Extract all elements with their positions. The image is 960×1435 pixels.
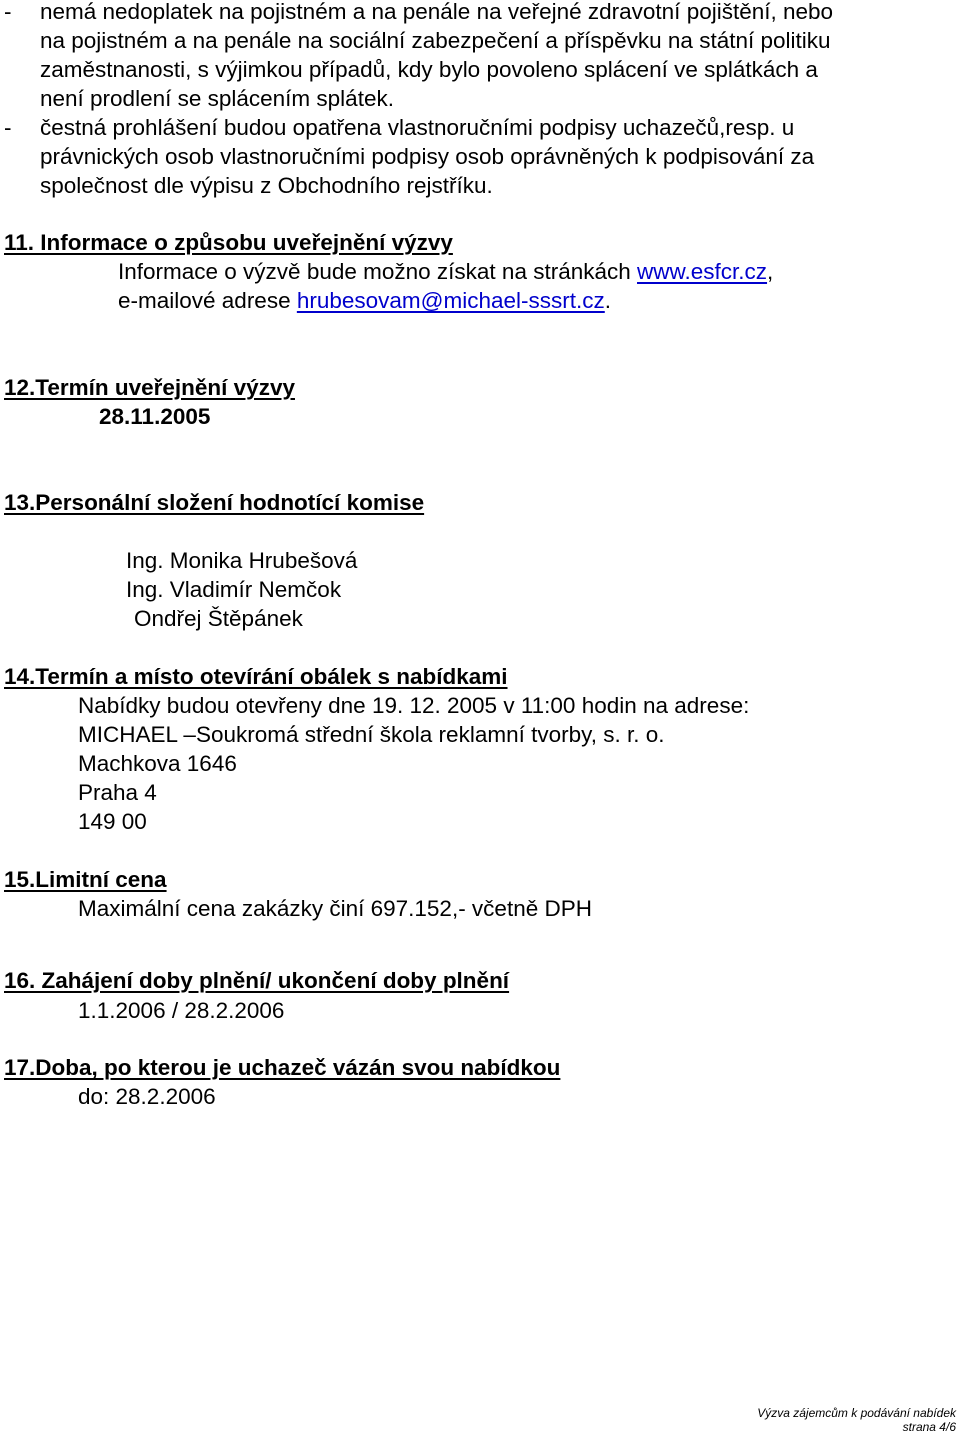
bullet-line: společnost dle výpisu z Obchodního rejstříku.	[40, 173, 493, 198]
opening-text: Machkova 1646	[78, 751, 237, 776]
bullet-line: není prodlení se splácením splátek.	[40, 86, 394, 111]
publication-date: 28.11.2005	[99, 404, 211, 429]
section-11-line-1	[118, 257, 773, 287]
footer-title: Výzva zájemcům k podávání nabídek	[757, 1406, 956, 1420]
opening-text: Praha 4	[78, 780, 157, 805]
section-17-heading: 17.Doba, po kterou je uchazeč vázán svou nabídkou	[4, 1055, 561, 1080]
section-11-text: e-mailové adrese	[118, 288, 297, 313]
bullet-line: právnických osob vlastnoručními podpisy osob oprávněných k podpisování za	[40, 144, 815, 169]
bullet-line: zaměstnanosti, s výjimkou případů, kdy bylo povoleno splácení ve splátkách a	[40, 57, 818, 82]
committee-member: Ing. Vladimír Nemčok	[126, 577, 342, 602]
section-13-heading: 13.Personální složení hodnotící komise	[4, 490, 425, 515]
bullet-line: nemá nedoplatek na pojistném a na penále na veřejné zdravotní pojištění, nebo	[40, 0, 834, 24]
limit-price: Maximální cena zakázky činí 697.152,- včetně DPH	[78, 896, 592, 921]
opening-text: MICHAEL –Soukromá střední škola reklamní tvorby, s. r. o.	[78, 722, 665, 747]
opening-text: Nabídky budou otevřeny dne 19. 12. 2005 v 11:00 hodin na adrese:	[78, 693, 750, 718]
punctuation: ,	[767, 259, 774, 284]
bullet-dash: -	[4, 115, 12, 140]
section-14-heading: 14.Termín a místo otevírání obálek s nabídkami	[4, 664, 508, 689]
section-15-heading: 15.Limitní cena	[4, 867, 167, 892]
punctuation: .	[604, 288, 612, 313]
binding-period: do: 28.2.2006	[78, 1084, 216, 1109]
section-12-heading: 12.Termín uveřejnění výzvy	[4, 375, 295, 400]
performance-period: 1.1.2006 / 28.2.2006	[78, 998, 285, 1023]
bullet-line: čestná prohlášení budou opatřena vlastnoručními podpisy uchazečů,resp. u	[40, 115, 795, 140]
committee-member: Ing. Monika Hrubešová	[126, 548, 358, 573]
section-11-line-2	[118, 286, 611, 316]
email-link[interactable]: hrubesovam@michael-sssrt.cz	[296, 288, 605, 313]
section-11-text: Informace o výzvě bude možno získat na stránkách	[118, 259, 638, 284]
bullet-line: na pojistném a na penále na sociální zabezpečení a příspěvku na státní politiku	[40, 28, 831, 53]
section-16-heading: 16. Zahájení doby plnění/ ukončení doby plnění	[4, 968, 510, 993]
bullet-dash: -	[4, 0, 12, 24]
section-11-heading: 11. Informace o způsobu uveřejnění výzvy	[4, 230, 453, 255]
footer-page-number: strana 4/6	[902, 1420, 956, 1434]
committee-member: Ondřej Štěpánek	[134, 606, 303, 631]
website-link[interactable]: www.esfcr.cz	[637, 259, 768, 284]
opening-text: 149 00	[78, 809, 147, 834]
